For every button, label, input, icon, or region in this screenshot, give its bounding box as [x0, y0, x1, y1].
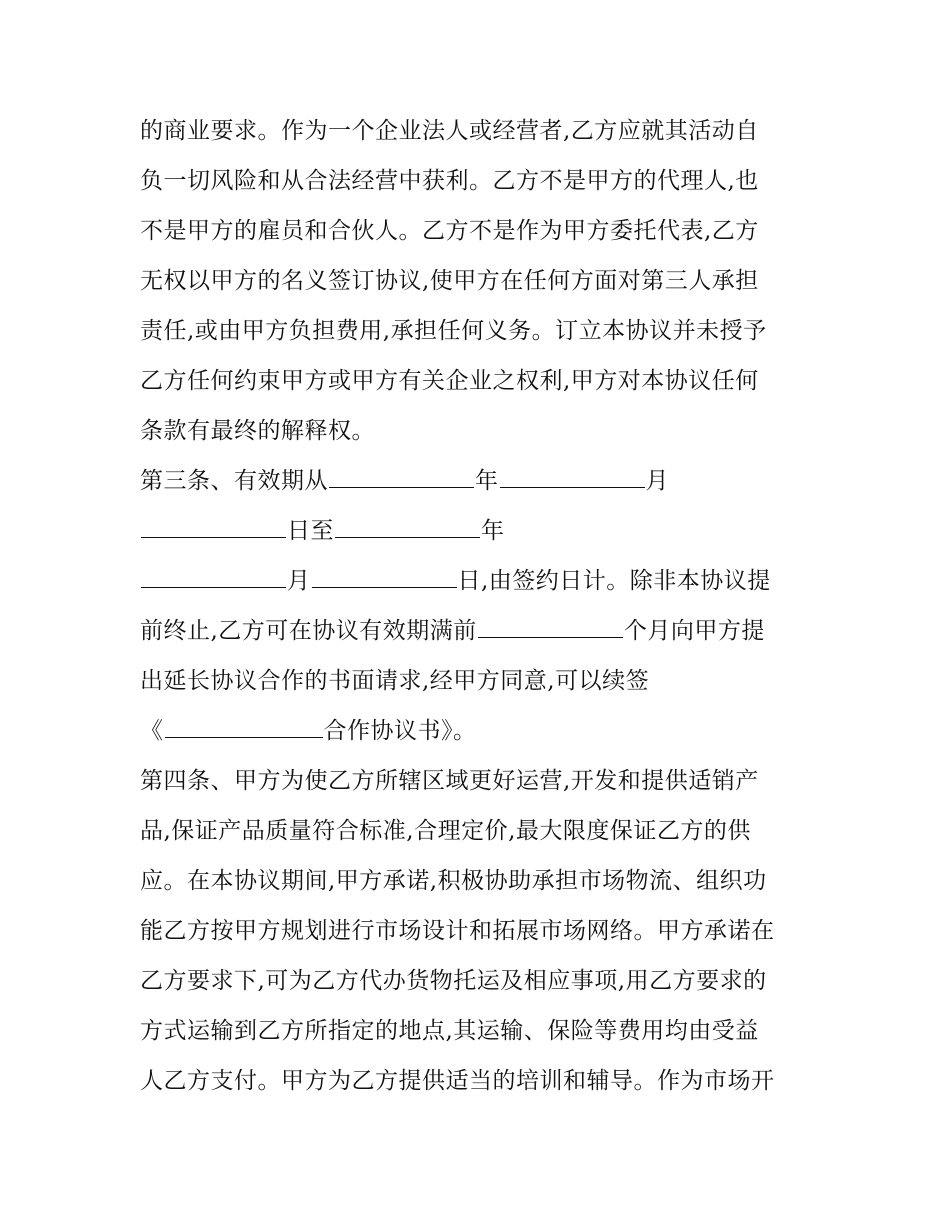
- article3-line-5: 出延长协议合作的书面请求,经甲方同意,可以续签: [140, 668, 650, 694]
- blank-end-month: [141, 567, 286, 588]
- article3-line-6: [140, 706, 820, 756]
- blank-start-year: [329, 467, 474, 488]
- text-line: 方式运输到乙方所指定的地点,其运输、保险等费用均由受益: [140, 1018, 759, 1044]
- article3-text: 前终止,乙方可在协议有效期满前: [140, 618, 477, 644]
- article3-line-2: [140, 506, 820, 556]
- text-line: 乙方要求下,可为乙方代办货物托运及相应事项,用乙方要求的: [140, 968, 767, 994]
- text-line: 无权以甲方的名义签订协议,使甲方在任何方面对第三人承担: [140, 268, 759, 294]
- blank-end-day: [312, 567, 457, 588]
- blank-start-month: [500, 467, 645, 488]
- article3-line-4: [140, 606, 820, 656]
- article3-text: 年: [475, 468, 499, 494]
- article3-text: 年: [481, 518, 505, 544]
- text-line: 条款有最终的解释权。: [140, 418, 375, 444]
- article3-text: 合作协议书》。: [323, 718, 477, 744]
- document-page: [140, 106, 820, 1106]
- text-line: 负一切风险和从合法经营中获利。乙方不是甲方的代理人,也: [140, 168, 759, 194]
- article3-text: 月: [287, 568, 311, 594]
- article3-line-1: [140, 456, 820, 506]
- article3-text: 个月向甲方提: [623, 618, 765, 644]
- article3-text: 日,由签约日计。除非本协议提: [457, 568, 771, 594]
- article3-text: 日至: [287, 518, 334, 544]
- article3-text: 《: [140, 718, 164, 744]
- article3-text: 月: [645, 468, 669, 494]
- text-line: 不是甲方的雇员和合伙人。乙方不是作为甲方委托代表,乙方: [140, 218, 759, 244]
- text-line: 责任,或由甲方负担费用,承担任何义务。订立本协议并未授予: [140, 318, 767, 344]
- blank-agreement-name: [165, 717, 323, 738]
- blank-months: [478, 617, 623, 638]
- blank-end-year: [335, 517, 480, 538]
- article3-line-3: [140, 556, 820, 606]
- text-line: 乙方任何约束甲方或甲方有关企业之权利,甲方对本协议任何: [140, 368, 759, 394]
- text-line: 的商业要求。作为一个企业法人或经营者,乙方应就其活动自: [140, 118, 759, 144]
- text-line: 应。在本协议期间,甲方承诺,积极协助承担市场物流、组织功: [140, 868, 767, 894]
- text-line: 第四条、甲方为使乙方所辖区域更好运营,开发和提供适销产: [140, 768, 759, 794]
- blank-start-day: [141, 517, 286, 538]
- text-line: 品,保证产品质量符合标准,合理定价,最大限度保证乙方的供: [140, 818, 751, 844]
- text-line: 人乙方支付。甲方为乙方提供适当的培训和辅导。作为市场开: [140, 1068, 775, 1094]
- article3-text: 第三条、有效期从: [140, 468, 328, 494]
- text-line: 能乙方按甲方规划进行市场设计和拓展市场网络。甲方承诺在: [140, 918, 775, 944]
